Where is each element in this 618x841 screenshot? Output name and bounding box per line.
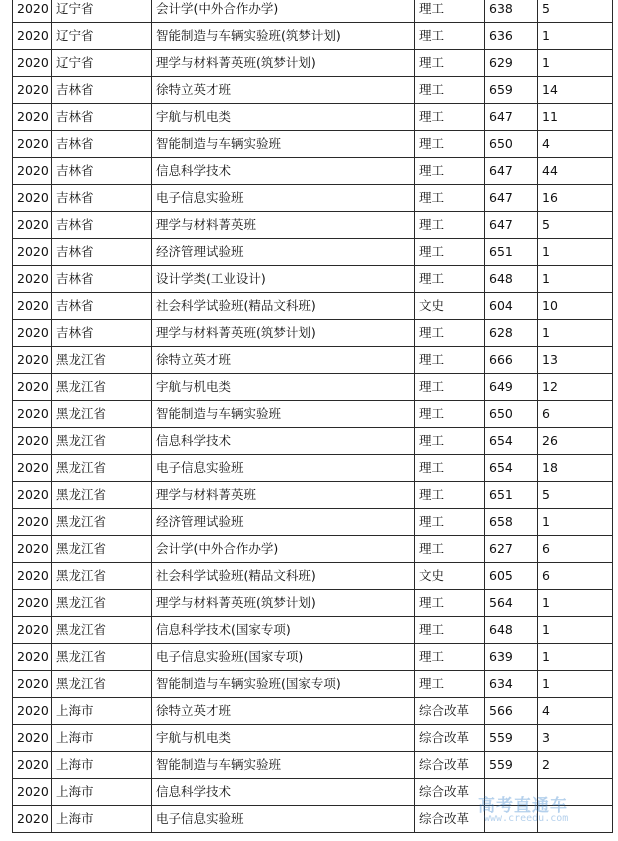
year-cell: 2020: [13, 347, 52, 374]
category-cell: 理工: [415, 104, 485, 131]
category-cell: 理工: [415, 131, 485, 158]
category-cell: 理工: [415, 158, 485, 185]
count-cell: 13: [538, 347, 613, 374]
score-cell: 650: [485, 131, 538, 158]
admission-scores-table: [12, 0, 613, 833]
province-cell: 吉林省: [52, 320, 152, 347]
province-cell: 上海市: [52, 752, 152, 779]
year-cell: 2020: [13, 212, 52, 239]
year-cell: 2020: [13, 23, 52, 50]
province-cell: 吉林省: [52, 158, 152, 185]
year-cell: 2020: [13, 698, 52, 725]
category-cell: 综合改革: [415, 806, 485, 833]
score-cell: 648: [485, 617, 538, 644]
province-cell: 黑龙江省: [52, 347, 152, 374]
score-cell: 566: [485, 698, 538, 725]
year-cell: 2020: [13, 482, 52, 509]
score-cell: 629: [485, 50, 538, 77]
count-cell: 18: [538, 455, 613, 482]
major-cell: 智能制造与车辆实验班(筑梦计划): [152, 23, 415, 50]
category-cell: 理工: [415, 266, 485, 293]
category-cell: 理工: [415, 428, 485, 455]
table-row: [13, 698, 613, 725]
table-row: [13, 50, 613, 77]
major-cell: 信息科学技术: [152, 779, 415, 806]
year-cell: 2020: [13, 50, 52, 77]
count-cell: 16: [538, 185, 613, 212]
count-cell: 1: [538, 617, 613, 644]
year-cell: 2020: [13, 293, 52, 320]
table-row: [13, 428, 613, 455]
province-cell: 上海市: [52, 779, 152, 806]
count-cell: [538, 779, 613, 806]
major-cell: 电子信息实验班: [152, 455, 415, 482]
score-cell: 647: [485, 104, 538, 131]
province-cell: 吉林省: [52, 239, 152, 266]
major-cell: 设计学类(工业设计): [152, 266, 415, 293]
year-cell: 2020: [13, 644, 52, 671]
year-cell: 2020: [13, 77, 52, 104]
score-cell: 634: [485, 671, 538, 698]
major-cell: 会计学(中外合作办学): [152, 0, 415, 23]
count-cell: 14: [538, 77, 613, 104]
category-cell: 理工: [415, 482, 485, 509]
province-cell: 黑龙江省: [52, 644, 152, 671]
category-cell: 理工: [415, 509, 485, 536]
watermark-url: www.creedu.com: [484, 813, 569, 824]
major-cell: 徐特立英才班: [152, 698, 415, 725]
category-cell: 理工: [415, 347, 485, 374]
major-cell: 电子信息实验班(国家专项): [152, 644, 415, 671]
year-cell: 2020: [13, 779, 52, 806]
province-cell: 黑龙江省: [52, 563, 152, 590]
province-cell: 上海市: [52, 806, 152, 833]
count-cell: 1: [538, 671, 613, 698]
score-cell: 650: [485, 401, 538, 428]
year-cell: 2020: [13, 563, 52, 590]
table-row: [13, 590, 613, 617]
major-cell: 电子信息实验班: [152, 806, 415, 833]
score-cell: 666: [485, 347, 538, 374]
table-row: [13, 725, 613, 752]
category-cell: 理工: [415, 185, 485, 212]
year-cell: 2020: [13, 239, 52, 266]
major-cell: 理学与材料菁英班: [152, 482, 415, 509]
major-cell: 理学与材料菁英班(筑梦计划): [152, 50, 415, 77]
score-cell: 654: [485, 455, 538, 482]
province-cell: 吉林省: [52, 293, 152, 320]
major-cell: 经济管理试验班: [152, 509, 415, 536]
table-row: [13, 293, 613, 320]
table-row: [13, 266, 613, 293]
major-cell: 信息科学技术: [152, 428, 415, 455]
year-cell: 2020: [13, 752, 52, 779]
major-cell: 智能制造与车辆实验班: [152, 752, 415, 779]
major-cell: 宇航与机电类: [152, 725, 415, 752]
category-cell: 理工: [415, 401, 485, 428]
major-cell: 电子信息实验班: [152, 185, 415, 212]
province-cell: 黑龙江省: [52, 401, 152, 428]
count-cell: 2: [538, 752, 613, 779]
province-cell: 上海市: [52, 698, 152, 725]
count-cell: 12: [538, 374, 613, 401]
major-cell: 经济管理试验班: [152, 239, 415, 266]
category-cell: 理工: [415, 23, 485, 50]
count-cell: 5: [538, 212, 613, 239]
category-cell: 综合改革: [415, 752, 485, 779]
category-cell: 综合改革: [415, 725, 485, 752]
year-cell: 2020: [13, 374, 52, 401]
year-cell: 2020: [13, 185, 52, 212]
category-cell: 文史: [415, 293, 485, 320]
category-cell: 理工: [415, 644, 485, 671]
table-row: [13, 563, 613, 590]
score-cell: 636: [485, 23, 538, 50]
year-cell: 2020: [13, 320, 52, 347]
major-cell: 理学与材料菁英班(筑梦计划): [152, 320, 415, 347]
score-cell: 654: [485, 428, 538, 455]
table-row: [13, 671, 613, 698]
score-cell: 647: [485, 185, 538, 212]
province-cell: 吉林省: [52, 77, 152, 104]
province-cell: 吉林省: [52, 104, 152, 131]
score-cell: 559: [485, 752, 538, 779]
score-cell: 648: [485, 266, 538, 293]
score-cell: 605: [485, 563, 538, 590]
count-cell: 6: [538, 563, 613, 590]
count-cell: 4: [538, 698, 613, 725]
score-cell: 651: [485, 482, 538, 509]
table-row: [13, 0, 613, 23]
province-cell: 辽宁省: [52, 50, 152, 77]
score-cell: [485, 779, 538, 806]
category-cell: 理工: [415, 239, 485, 266]
count-cell: 1: [538, 266, 613, 293]
year-cell: 2020: [13, 0, 52, 23]
score-cell: 559: [485, 725, 538, 752]
major-cell: 宇航与机电类: [152, 104, 415, 131]
table-row: [13, 23, 613, 50]
province-cell: 黑龙江省: [52, 590, 152, 617]
category-cell: 理工: [415, 455, 485, 482]
province-cell: 黑龙江省: [52, 455, 152, 482]
year-cell: 2020: [13, 806, 52, 833]
major-cell: 理学与材料菁英班: [152, 212, 415, 239]
province-cell: 黑龙江省: [52, 374, 152, 401]
count-cell: 44: [538, 158, 613, 185]
score-cell: 649: [485, 374, 538, 401]
province-cell: 吉林省: [52, 266, 152, 293]
category-cell: 理工: [415, 0, 485, 23]
table-row: [13, 779, 613, 806]
score-cell: 651: [485, 239, 538, 266]
table-row: [13, 752, 613, 779]
category-cell: 综合改革: [415, 779, 485, 806]
major-cell: 理学与材料菁英班(筑梦计划): [152, 590, 415, 617]
major-cell: 信息科学技术(国家专项): [152, 617, 415, 644]
province-cell: 黑龙江省: [52, 617, 152, 644]
province-cell: 吉林省: [52, 131, 152, 158]
score-cell: 627: [485, 536, 538, 563]
score-cell: 647: [485, 158, 538, 185]
table-row: [13, 536, 613, 563]
count-cell: 1: [538, 50, 613, 77]
table-row: [13, 644, 613, 671]
year-cell: 2020: [13, 725, 52, 752]
major-cell: 社会科学试验班(精品文科班): [152, 563, 415, 590]
province-cell: 黑龙江省: [52, 536, 152, 563]
table-row: [13, 455, 613, 482]
year-cell: 2020: [13, 536, 52, 563]
count-cell: 5: [538, 0, 613, 23]
category-cell: 理工: [415, 617, 485, 644]
count-cell: 4: [538, 131, 613, 158]
score-cell: 639: [485, 644, 538, 671]
major-cell: 徐特立英才班: [152, 77, 415, 104]
category-cell: 理工: [415, 77, 485, 104]
score-cell: 638: [485, 0, 538, 23]
category-cell: 理工: [415, 536, 485, 563]
year-cell: 2020: [13, 401, 52, 428]
table-row: [13, 347, 613, 374]
count-cell: 11: [538, 104, 613, 131]
year-cell: 2020: [13, 509, 52, 536]
category-cell: 理工: [415, 50, 485, 77]
province-cell: 上海市: [52, 725, 152, 752]
year-cell: 2020: [13, 131, 52, 158]
major-cell: 会计学(中外合作办学): [152, 536, 415, 563]
category-cell: 综合改革: [415, 698, 485, 725]
category-cell: 理工: [415, 320, 485, 347]
table-row: [13, 77, 613, 104]
category-cell: 理工: [415, 374, 485, 401]
table-row: [13, 374, 613, 401]
major-cell: 智能制造与车辆实验班(国家专项): [152, 671, 415, 698]
score-cell: 604: [485, 293, 538, 320]
province-cell: 黑龙江省: [52, 428, 152, 455]
year-cell: 2020: [13, 455, 52, 482]
province-cell: 黑龙江省: [52, 671, 152, 698]
table-row: [13, 158, 613, 185]
score-cell: 659: [485, 77, 538, 104]
year-cell: 2020: [13, 590, 52, 617]
table-row: [13, 104, 613, 131]
count-cell: 1: [538, 590, 613, 617]
count-cell: 6: [538, 536, 613, 563]
table-row: [13, 239, 613, 266]
score-cell: 658: [485, 509, 538, 536]
table-body: [13, 0, 613, 833]
count-cell: 10: [538, 293, 613, 320]
year-cell: 2020: [13, 428, 52, 455]
major-cell: 信息科学技术: [152, 158, 415, 185]
category-cell: 理工: [415, 671, 485, 698]
province-cell: 吉林省: [52, 185, 152, 212]
table-row: [13, 212, 613, 239]
table-row: [13, 509, 613, 536]
count-cell: 6: [538, 401, 613, 428]
province-cell: 辽宁省: [52, 0, 152, 23]
major-cell: 智能制造与车辆实验班: [152, 131, 415, 158]
category-cell: 文史: [415, 563, 485, 590]
province-cell: 黑龙江省: [52, 509, 152, 536]
province-cell: 黑龙江省: [52, 482, 152, 509]
year-cell: 2020: [13, 158, 52, 185]
category-cell: 理工: [415, 590, 485, 617]
province-cell: 辽宁省: [52, 23, 152, 50]
count-cell: 26: [538, 428, 613, 455]
table-row: [13, 131, 613, 158]
major-cell: 徐特立英才班: [152, 347, 415, 374]
count-cell: 1: [538, 509, 613, 536]
table-row: [13, 320, 613, 347]
province-cell: 吉林省: [52, 212, 152, 239]
count-cell: 5: [538, 482, 613, 509]
count-cell: [538, 806, 613, 833]
score-cell: [485, 806, 538, 833]
table-row: [13, 482, 613, 509]
year-cell: 2020: [13, 266, 52, 293]
count-cell: 1: [538, 320, 613, 347]
watermark-text: 高考直通车: [478, 796, 568, 816]
year-cell: 2020: [13, 617, 52, 644]
count-cell: 1: [538, 239, 613, 266]
category-cell: 理工: [415, 212, 485, 239]
year-cell: 2020: [13, 104, 52, 131]
score-cell: 647: [485, 212, 538, 239]
score-cell: 564: [485, 590, 538, 617]
major-cell: 社会科学试验班(精品文科班): [152, 293, 415, 320]
major-cell: 智能制造与车辆实验班: [152, 401, 415, 428]
year-cell: 2020: [13, 671, 52, 698]
major-cell: 宇航与机电类: [152, 374, 415, 401]
table-row: [13, 617, 613, 644]
table-row: [13, 806, 613, 833]
count-cell: 1: [538, 23, 613, 50]
table-row: [13, 185, 613, 212]
count-cell: 3: [538, 725, 613, 752]
score-cell: 628: [485, 320, 538, 347]
table-row: [13, 401, 613, 428]
count-cell: 1: [538, 644, 613, 671]
